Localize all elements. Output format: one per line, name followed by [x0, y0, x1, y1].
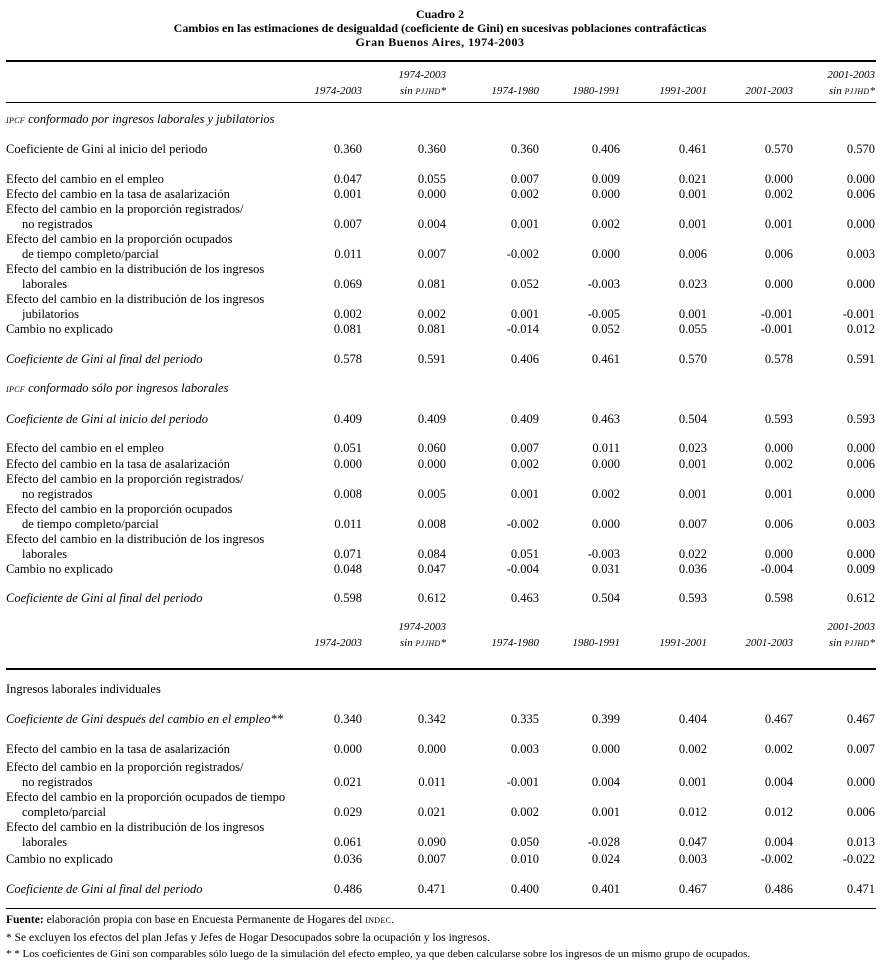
row-label-cont: no registrados — [22, 487, 93, 501]
row-label: Efecto del cambio en la proporción ocupados — [6, 232, 233, 246]
table-cell: 0.003 — [846, 517, 875, 531]
table-cell: 0.404 — [678, 712, 707, 726]
source-agency: INDEC — [365, 916, 392, 925]
column-header — [356, 84, 446, 99]
table-cell: 0.003 — [510, 742, 539, 756]
row-label: Efecto del cambio en la proporción registrados/ — [6, 202, 244, 216]
table-cell: 0.061 — [333, 835, 362, 849]
table-cell: 0.000 — [846, 277, 875, 291]
footnote-2: * * Los coeficientes de Gini son comparables sólo luego de la simulación del efecto empleo, ya que deben calcularse sobre los ingresos de un mismo grupo de ocupados. — [6, 948, 751, 960]
table-cell: 0.052 — [510, 277, 539, 291]
table-cell: 0.360 — [417, 142, 446, 156]
column-header — [785, 636, 875, 651]
table-cell: 0.409 — [333, 412, 362, 426]
column-header — [272, 636, 362, 650]
table-cell: 0.048 — [333, 562, 362, 576]
table-cell: 0.578 — [764, 352, 793, 366]
table-cell: 0.055 — [678, 322, 707, 336]
table-cell: 0.000 — [333, 742, 362, 756]
table-cell: 0.000 — [417, 187, 446, 201]
table-cell: 0.006 — [846, 457, 875, 471]
table-cell: 0.011 — [334, 247, 362, 261]
table-cell: 0.001 — [678, 487, 707, 501]
table-cell: 0.011 — [334, 517, 362, 531]
table-cell: -0.004 — [506, 562, 539, 576]
table-cell: 0.036 — [333, 852, 362, 866]
table-cell: 0.000 — [846, 547, 875, 561]
table-cell: 0.598 — [333, 591, 362, 605]
row-label: Efecto del cambio en la distribución de los ingresos — [6, 292, 265, 306]
section-title — [6, 112, 275, 127]
table-cell: -0.001 — [506, 775, 539, 789]
table-cell: 0.036 — [678, 562, 707, 576]
column-header-mark: * — [869, 85, 875, 97]
table-cell: 0.007 — [417, 247, 446, 261]
table-cell: 0.000 — [846, 441, 875, 455]
section-title-text: conformado por ingresos laborales y jubilatorios — [24, 112, 275, 126]
table-cell: 0.000 — [333, 457, 362, 471]
table-cell: 0.001 — [333, 187, 362, 201]
table-cell: 0.007 — [417, 852, 446, 866]
row-label-cont: laborales — [22, 277, 68, 291]
table-cell: 0.031 — [591, 562, 620, 576]
row-label-cont: jubilatorios — [22, 307, 79, 321]
table-cell: 0.001 — [678, 775, 707, 789]
column-header-label: 1991-2001 — [659, 637, 707, 649]
table-cell: 0.486 — [764, 882, 793, 896]
table-cell: 0.051 — [510, 547, 539, 561]
row-label: Efecto del cambio en la distribución de los ingresos — [6, 820, 265, 834]
column-header — [530, 636, 620, 650]
column-header — [272, 84, 362, 98]
table-title: Cuadro 2 — [415, 7, 465, 21]
table-cell: 0.000 — [764, 172, 793, 186]
table-cell: 0.081 — [417, 322, 446, 336]
table-cell: 0.021 — [417, 805, 446, 819]
table-cell: 0.001 — [764, 217, 793, 231]
row-label: Coeficiente de Gini al final del periodo — [6, 591, 203, 605]
column-header-label: 2001-2003 — [745, 85, 793, 97]
column-header-label: 1974-1980 — [491, 637, 539, 649]
column-header-mark: * — [869, 637, 875, 649]
row-label: Coeficiente de Gini al final del periodo — [6, 882, 203, 896]
row-label-cont: no registrados — [22, 217, 93, 231]
table-cell: -0.002 — [760, 852, 793, 866]
section-title — [6, 381, 228, 396]
row-label: Efecto del cambio en la distribución de los ingresos — [6, 532, 265, 546]
table-cell: 0.009 — [591, 172, 620, 186]
footnote-1: * Se excluyen los efectos del plan Jefas y Jefes de Hogar Desocupados sobre la ocupación y los ingresos. — [6, 932, 490, 944]
column-header — [356, 636, 446, 651]
column-header-mark: * — [440, 637, 446, 649]
table-cell: 0.008 — [417, 517, 446, 531]
table-cell: 0.006 — [764, 247, 793, 261]
table-cell: 0.023 — [678, 277, 707, 291]
bottom-rule — [6, 908, 876, 909]
table-cell: 0.021 — [333, 775, 362, 789]
table-cell: 0.052 — [591, 322, 620, 336]
table-cell: 0.024 — [591, 852, 620, 866]
column-header-label: sin — [828, 637, 845, 649]
table-cell: 0.000 — [591, 457, 620, 471]
row-label-cont: laborales — [22, 835, 68, 849]
row-label-cont: de tiempo completo/parcial — [22, 247, 159, 261]
table-cell: 0.021 — [678, 172, 707, 186]
table-cell: 0.000 — [846, 775, 875, 789]
table-cell: 0.006 — [846, 805, 875, 819]
table-cell: 0.612 — [417, 591, 446, 605]
table-cell: 0.000 — [591, 247, 620, 261]
column-header-label: sin — [399, 85, 416, 97]
column-header-label: sin — [828, 85, 845, 97]
table-cell: 0.002 — [333, 307, 362, 321]
table-cell: 0.022 — [678, 547, 707, 561]
table-cell: 0.084 — [417, 547, 446, 561]
table-cell: 0.504 — [678, 412, 707, 426]
source-text: elaboración propia con base en Encuesta Permanente de Hogares del — [43, 914, 366, 926]
top-rule — [6, 60, 876, 62]
section-rule — [6, 668, 876, 670]
table-cell: 0.004 — [591, 775, 620, 789]
table-cell: 0.000 — [846, 172, 875, 186]
section-title: Ingresos laborales individuales — [6, 682, 161, 696]
column-header — [617, 84, 707, 98]
table-cell: 0.007 — [333, 217, 362, 231]
row-label: Efecto del cambio en la proporción registrados/ — [6, 472, 244, 486]
table-cell: 0.463 — [591, 412, 620, 426]
table-cell: 0.471 — [417, 882, 446, 896]
table-cell: 0.000 — [764, 547, 793, 561]
section-title-abbrev: IPCF — [6, 116, 25, 125]
row-label: Efecto del cambio en la tasa de asalarización — [6, 457, 230, 471]
row-label: Coeficiente de Gini después del cambio en el empleo** — [6, 712, 284, 726]
table-cell: 0.007 — [510, 441, 539, 455]
table-cell: 0.399 — [591, 712, 620, 726]
section-title-abbrev: IPCF — [6, 385, 25, 394]
table-cell: 0.013 — [846, 835, 875, 849]
table-cell: 0.001 — [678, 457, 707, 471]
table-cell: 0.342 — [417, 712, 446, 726]
column-header-mark: * — [440, 85, 446, 97]
table-cell: 0.008 — [333, 487, 362, 501]
column-header-line1: 2001-2003 — [827, 621, 875, 633]
table-cell: 0.593 — [764, 412, 793, 426]
table-cell: 0.047 — [417, 562, 446, 576]
column-header-label: 1974-2003 — [314, 637, 362, 649]
row-label: Efecto del cambio en la distribución de los ingresos — [6, 262, 265, 276]
table-cell: 0.467 — [678, 882, 707, 896]
row-label: Coeficiente de Gini al inicio del periodo — [6, 142, 208, 156]
table-cell: 0.000 — [764, 277, 793, 291]
table-cell: 0.002 — [764, 187, 793, 201]
table-cell: -0.003 — [587, 547, 620, 561]
table-cell: 0.002 — [417, 307, 446, 321]
table-cell: 0.006 — [846, 187, 875, 201]
table-cell: 0.360 — [510, 142, 539, 156]
column-header-label: 1980-1991 — [572, 637, 620, 649]
table-cell: 0.047 — [333, 172, 362, 186]
table-cell: 0.570 — [846, 142, 875, 156]
column-header-label: 1980-1991 — [572, 85, 620, 97]
table-cell: -0.028 — [587, 835, 620, 849]
table-cell: 0.012 — [678, 805, 707, 819]
row-label: Coeficiente de Gini al inicio del periodo — [6, 412, 209, 426]
table-cell: 0.591 — [417, 352, 446, 366]
section-title-text: conformado sólo por ingresos laborales — [24, 381, 229, 395]
table-cell: 0.002 — [678, 742, 707, 756]
row-label-cont: completo/parcial — [22, 805, 106, 819]
column-header — [703, 84, 793, 98]
table-cell: 0.000 — [591, 517, 620, 531]
table-cell: 0.598 — [764, 591, 793, 605]
table-cell: 0.006 — [764, 517, 793, 531]
table-cell: 0.000 — [591, 742, 620, 756]
table-cell: 0.081 — [333, 322, 362, 336]
table-cell: 0.009 — [846, 562, 875, 576]
table-cell: 0.409 — [417, 412, 446, 426]
table-cell: 0.001 — [510, 487, 539, 501]
row-label-cont: laborales — [22, 547, 68, 561]
row-label: Efecto del cambio en la tasa de asalarización — [6, 742, 230, 756]
table-cell: 0.090 — [417, 835, 446, 849]
table-cell: 0.002 — [591, 217, 620, 231]
table-cell: 0.029 — [333, 805, 362, 819]
source-note — [6, 914, 394, 926]
table-cell: 0.000 — [417, 457, 446, 471]
row-label: Cambio no explicado — [6, 322, 113, 336]
header-rule — [6, 102, 876, 103]
table-cell: -0.014 — [506, 322, 539, 336]
table-cell: 0.486 — [333, 882, 362, 896]
table-cell: 0.591 — [846, 352, 875, 366]
table-cell: 0.467 — [764, 712, 793, 726]
table-cell: 0.011 — [418, 775, 446, 789]
row-label-cont: de tiempo completo/parcial — [22, 517, 159, 531]
row-label: Efecto del cambio en la proporción ocupados de tiempo — [6, 790, 286, 804]
source-end: . — [391, 914, 395, 926]
table-cell: 0.593 — [846, 412, 875, 426]
column-header-label: 2001-2003 — [745, 637, 793, 649]
table-cell: 0.023 — [678, 441, 707, 455]
table-cell: 0.612 — [846, 591, 875, 605]
table-cell: 0.069 — [333, 277, 362, 291]
table-cell: 0.504 — [591, 591, 620, 605]
table-cell: 0.001 — [510, 217, 539, 231]
column-header-abbrev: PJJHD — [415, 87, 441, 96]
table-cell: 0.400 — [510, 882, 539, 896]
table-cell: -0.002 — [506, 517, 539, 531]
table-cell: 0.055 — [417, 172, 446, 186]
table-cell: -0.003 — [587, 277, 620, 291]
table-cell: 0.060 — [417, 441, 446, 455]
table-cell: 0.011 — [592, 441, 620, 455]
table-cell: 0.081 — [417, 277, 446, 291]
table-cell: 0.003 — [846, 247, 875, 261]
table-cell: 0.004 — [764, 835, 793, 849]
table-cell: 0.006 — [678, 247, 707, 261]
table-cell: 0.007 — [510, 172, 539, 186]
table-cell: 0.340 — [333, 712, 362, 726]
table-cell: 0.002 — [764, 742, 793, 756]
table-cell: -0.004 — [760, 562, 793, 576]
table-cell: 0.003 — [678, 852, 707, 866]
column-header — [617, 636, 707, 650]
column-header-label: sin — [399, 637, 416, 649]
table-cell: 0.401 — [591, 882, 620, 896]
column-header — [449, 84, 539, 98]
table-cell: 0.409 — [510, 412, 539, 426]
table-cell: 0.002 — [510, 187, 539, 201]
row-label: Efecto del cambio en la tasa de asalarización — [6, 187, 230, 201]
row-label: Cambio no explicado — [6, 562, 113, 576]
table-cell: 0.002 — [591, 487, 620, 501]
table-cell: 0.000 — [417, 742, 446, 756]
table-cell: 0.004 — [417, 217, 446, 231]
table-cell: 0.335 — [510, 712, 539, 726]
table-cell: 0.050 — [510, 835, 539, 849]
table-cell: 0.001 — [591, 805, 620, 819]
table-place: Gran Buenos Aires, 1974-2003 — [355, 35, 525, 49]
column-header — [703, 636, 793, 650]
table-cell: 0.051 — [333, 441, 362, 455]
row-label-cont: no registrados — [22, 775, 93, 789]
column-header-abbrev: PJJHD — [844, 639, 870, 648]
table-cell: 0.406 — [591, 142, 620, 156]
table-cell: 0.001 — [510, 307, 539, 321]
row-label: Efecto del cambio en la proporción registrados/ — [6, 760, 244, 774]
row-label: Cambio no explicado — [6, 852, 113, 866]
table-cell: 0.012 — [846, 322, 875, 336]
column-header — [785, 84, 875, 99]
column-header-label: 1974-1980 — [491, 85, 539, 97]
table-cell: 0.071 — [333, 547, 362, 561]
table-cell: 0.012 — [764, 805, 793, 819]
table-cell: -0.001 — [760, 307, 793, 321]
table-cell: -0.022 — [842, 852, 875, 866]
column-header-line1: 2001-2003 — [827, 69, 875, 81]
row-label: Efecto del cambio en la proporción ocupados — [6, 502, 233, 516]
table-cell: 0.578 — [333, 352, 362, 366]
column-header-label: 1991-2001 — [659, 85, 707, 97]
table-cell: 0.570 — [764, 142, 793, 156]
table-cell: 0.463 — [510, 591, 539, 605]
column-header — [449, 636, 539, 650]
column-header-label: 1974-2003 — [314, 85, 362, 97]
table-cell: 0.461 — [591, 352, 620, 366]
table-cell: -0.001 — [760, 322, 793, 336]
table-subtitle: Cambios en las estimaciones de desigualdad (coeficiente de Gini) en sucesivas poblaciones contrafácticas — [173, 21, 707, 35]
table-cell: 0.002 — [764, 457, 793, 471]
table-cell: 0.593 — [678, 591, 707, 605]
table-cell: 0.461 — [678, 142, 707, 156]
table-cell: 0.000 — [591, 187, 620, 201]
table-cell: 0.001 — [764, 487, 793, 501]
table-cell: 0.007 — [678, 517, 707, 531]
table-cell: 0.007 — [846, 742, 875, 756]
table-cell: -0.002 — [506, 247, 539, 261]
source-label: Fuente: — [6, 914, 44, 926]
table-cell: 0.002 — [510, 457, 539, 471]
table-cell: 0.471 — [846, 882, 875, 896]
table-cell: -0.005 — [587, 307, 620, 321]
column-header-abbrev: PJJHD — [415, 639, 441, 648]
table-cell: 0.570 — [678, 352, 707, 366]
table-cell: 0.004 — [764, 775, 793, 789]
row-label: Coeficiente de Gini al final del periodo — [6, 352, 203, 366]
table-cell: 0.000 — [846, 487, 875, 501]
column-header-line1: 1974-2003 — [398, 69, 446, 81]
table-cell: 0.000 — [846, 217, 875, 231]
table-cell: 0.005 — [417, 487, 446, 501]
table-cell: 0.360 — [333, 142, 362, 156]
table-cell: 0.001 — [678, 217, 707, 231]
row-label: Efecto del cambio en el empleo — [6, 441, 164, 455]
table-cell: -0.001 — [842, 307, 875, 321]
table-cell: 0.467 — [846, 712, 875, 726]
column-header-abbrev: PJJHD — [844, 87, 870, 96]
row-label: Efecto del cambio en el empleo — [6, 172, 164, 186]
column-header-line1: 1974-2003 — [398, 621, 446, 633]
table-cell: 0.002 — [510, 805, 539, 819]
table-cell: 0.406 — [510, 352, 539, 366]
table-cell: 0.001 — [678, 187, 707, 201]
column-header — [530, 84, 620, 98]
table-cell: 0.010 — [510, 852, 539, 866]
table-cell: 0.000 — [764, 441, 793, 455]
table-cell: 0.001 — [678, 307, 707, 321]
table-cell: 0.047 — [678, 835, 707, 849]
